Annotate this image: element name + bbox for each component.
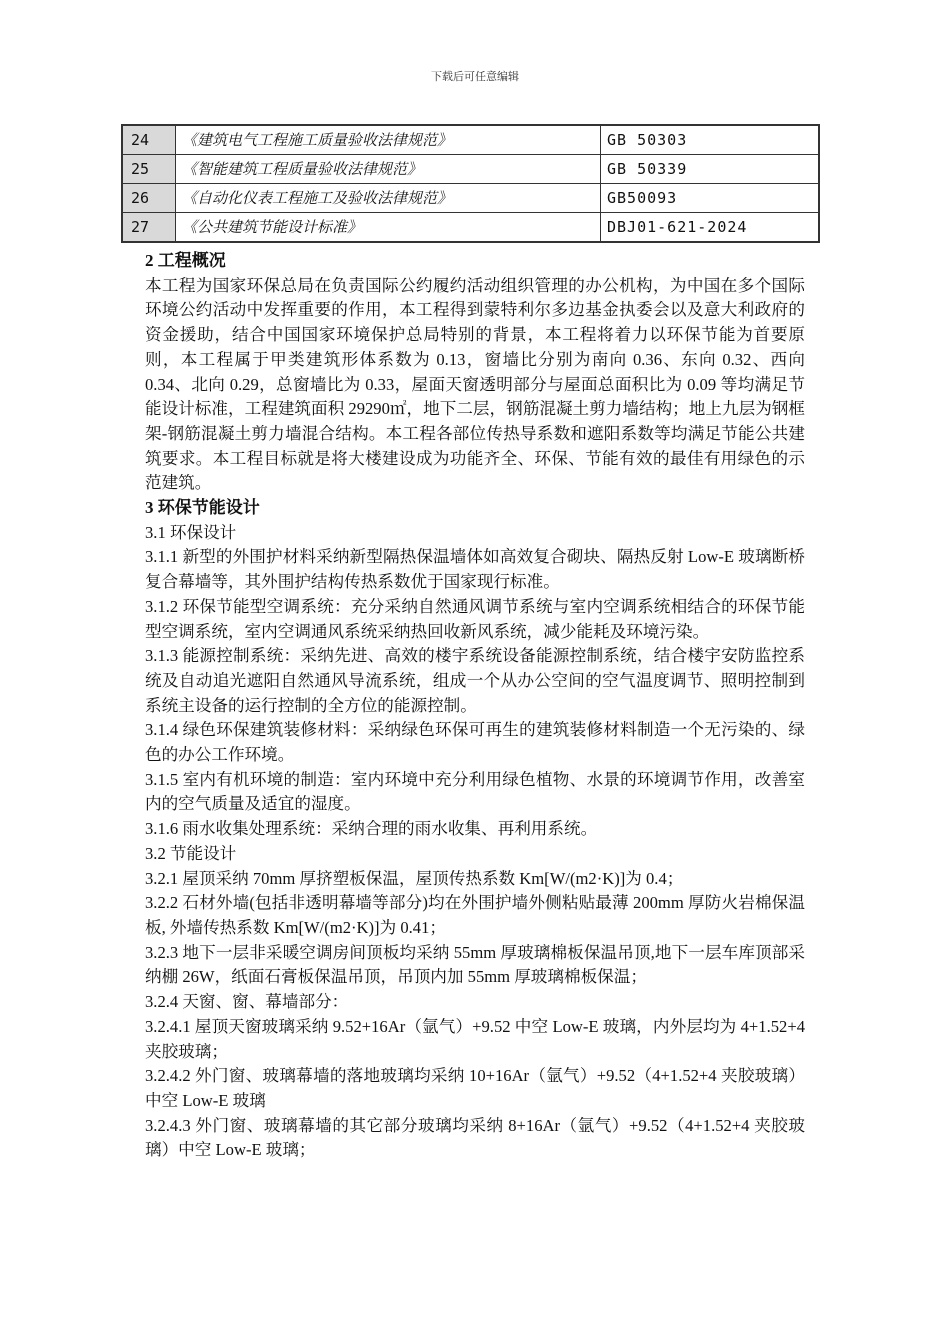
row-number: 26 (122, 184, 176, 213)
page-header: 下载后可任意编辑 (431, 70, 519, 83)
table-row (122, 155, 819, 184)
table-row (122, 184, 819, 213)
overview-paragraph: 本工程为国家环保总局在负责国际公约履约活动组织管理的办公机构，为中国在多个国际环境公约活动中发挥重要的作用，本工程得到蒙特利尔多边基金执委会以及意大利政府的资金援助，结合中国国家环境保护总局特别的背景，本工程将着力以环保节能为首要原则，本工程属于甲类建筑形体系数为 0.13，窗墙比分别为南向 0.36、东向 0.32、西向 0.34、北向 0.29，总窗墙比为 0.33，屋面天窗透明部分与屋面总面积比为 0.09 等均满足节能设计标准，工程建筑面积 29290㎡，地下二层，钢筋混凝土剪力墙结构；地上九层为钢框架-钢筋混凝土剪力墙混合结构。本工程各部位传热导系数和遮阳系数等均满足节能公共建筑要求。本工程目标就是将大楼建设成为功能齐全、环保、节能有效的最佳有用绿色的示范建筑。 (145, 275, 805, 493)
standard-name: 《智能建筑工程质量验收法律规范》 (176, 155, 601, 184)
paragraph: 3.2.4.1 屋顶天窗玻璃采纳 9.52+16Ar（氩气）+9.52 中空 Low-E 玻璃，内外层均为 4+1.52+4 夹胶玻璃； (145, 1016, 805, 1061)
standard-code: GB 50339 (601, 155, 820, 184)
subsection-heading: 3.1 环保设计 (145, 522, 237, 542)
standard-code: DBJ01-621-2024 (601, 213, 820, 243)
standard-code: GB50093 (601, 184, 820, 213)
subsection-heading: 3.2 节能设计 (145, 843, 237, 863)
paragraph: 3.1.4 绿色环保建筑装修材料：采纳绿色环保可再生的建筑装修材料制造一个无污染的、绿色的办公工作环境。 (145, 720, 805, 765)
paragraph: 3.2.4 天窗、窗、幕墙部分： (145, 992, 349, 1012)
row-number: 27 (122, 213, 176, 243)
paragraph: 3.2.3 地下一层非采暖空调房间顶板均采纳 55mm 厚玻璃棉板保温吊顶,地下一层车库顶部采纳棚 26W，纸面石膏板保温吊顶，吊顶内加 55mm 厚玻璃棉板保温； (145, 942, 805, 987)
paragraph: 3.1.3 能源控制系统：采纳先进、高效的楼宇系统设备能源控制系统，结合楼宇安防监控系统及自动追光遮阳自然通风导流系统，组成一个从办公空间的空气温度调节、照明控制到系统主设备的运行控制的全方位的能源控制。 (145, 646, 805, 715)
paragraph: 3.1.2 环保节能型空调系统：充分采纳自然通风调节系统与室内空调系统相结合的环保节能型空调系统，室内空调通风系统采纳热回收新风系统，减少能耗及环境污染。 (145, 596, 805, 641)
standards-table (121, 124, 820, 243)
paragraph: 3.2.1 屋顶采纳 70mm 厚挤塑板保温，屋顶传热系数 Km[W/(m2·K)]为 0.4； (145, 868, 684, 888)
standard-name: 《公共建筑节能设计标准》 (176, 213, 601, 243)
section-heading-overview: 2 工程概况 (145, 251, 226, 270)
paragraph: 3.1.6 雨水收集处理系统：采纳合理的雨水收集、再利用系统。 (145, 819, 598, 839)
table-row (122, 213, 819, 243)
paragraph: 3.2.4.2 外门窗、玻璃幕墙的落地玻璃均采纳 10+16Ar（氩气）+9.52（4+1.52+4 夹胶玻璃）中空 Low-E 玻璃 (145, 1066, 805, 1110)
row-number: 25 (122, 155, 176, 184)
table-row (122, 125, 819, 155)
paragraph: 3.2.4.3 外门窗、玻璃幕墙的其它部分玻璃均采纳 8+16Ar（氩气）+9.52（4+1.52+4 夹胶玻璃）中空 Low-E 玻璃； (145, 1115, 805, 1160)
standard-name: 《自动化仪表工程施工及验收法律规范》 (176, 184, 601, 213)
row-number: 24 (122, 125, 176, 155)
paragraph: 3.2.2 石材外墙(包括非透明幕墙等部分)均在外围护墙外侧粘贴最薄 200mm 厚防火岩棉保温板, 外墙传热系数 Km[W/(m2·K)]为 0.41； (145, 893, 805, 937)
section-heading-eco-design: 3 环保节能设计 (145, 498, 260, 518)
document-body (145, 249, 805, 1163)
paragraph: 3.1.1 新型的外围护材料采纳新型隔热保温墙体如高效复合砌块、隔热反射 Low-E 玻璃断桥复合幕墙等，其外围护结构传热系数优于国家现行标准。 (145, 547, 805, 592)
standard-name: 《建筑电气工程施工质量验收法律规范》 (176, 125, 601, 155)
standard-code: GB 50303 (601, 125, 820, 155)
paragraph: 3.1.5 室内有机环境的制造：室内环境中充分利用绿色植物、水景的环境调节作用，改善室内的空气质量及适宜的湿度。 (145, 769, 805, 814)
